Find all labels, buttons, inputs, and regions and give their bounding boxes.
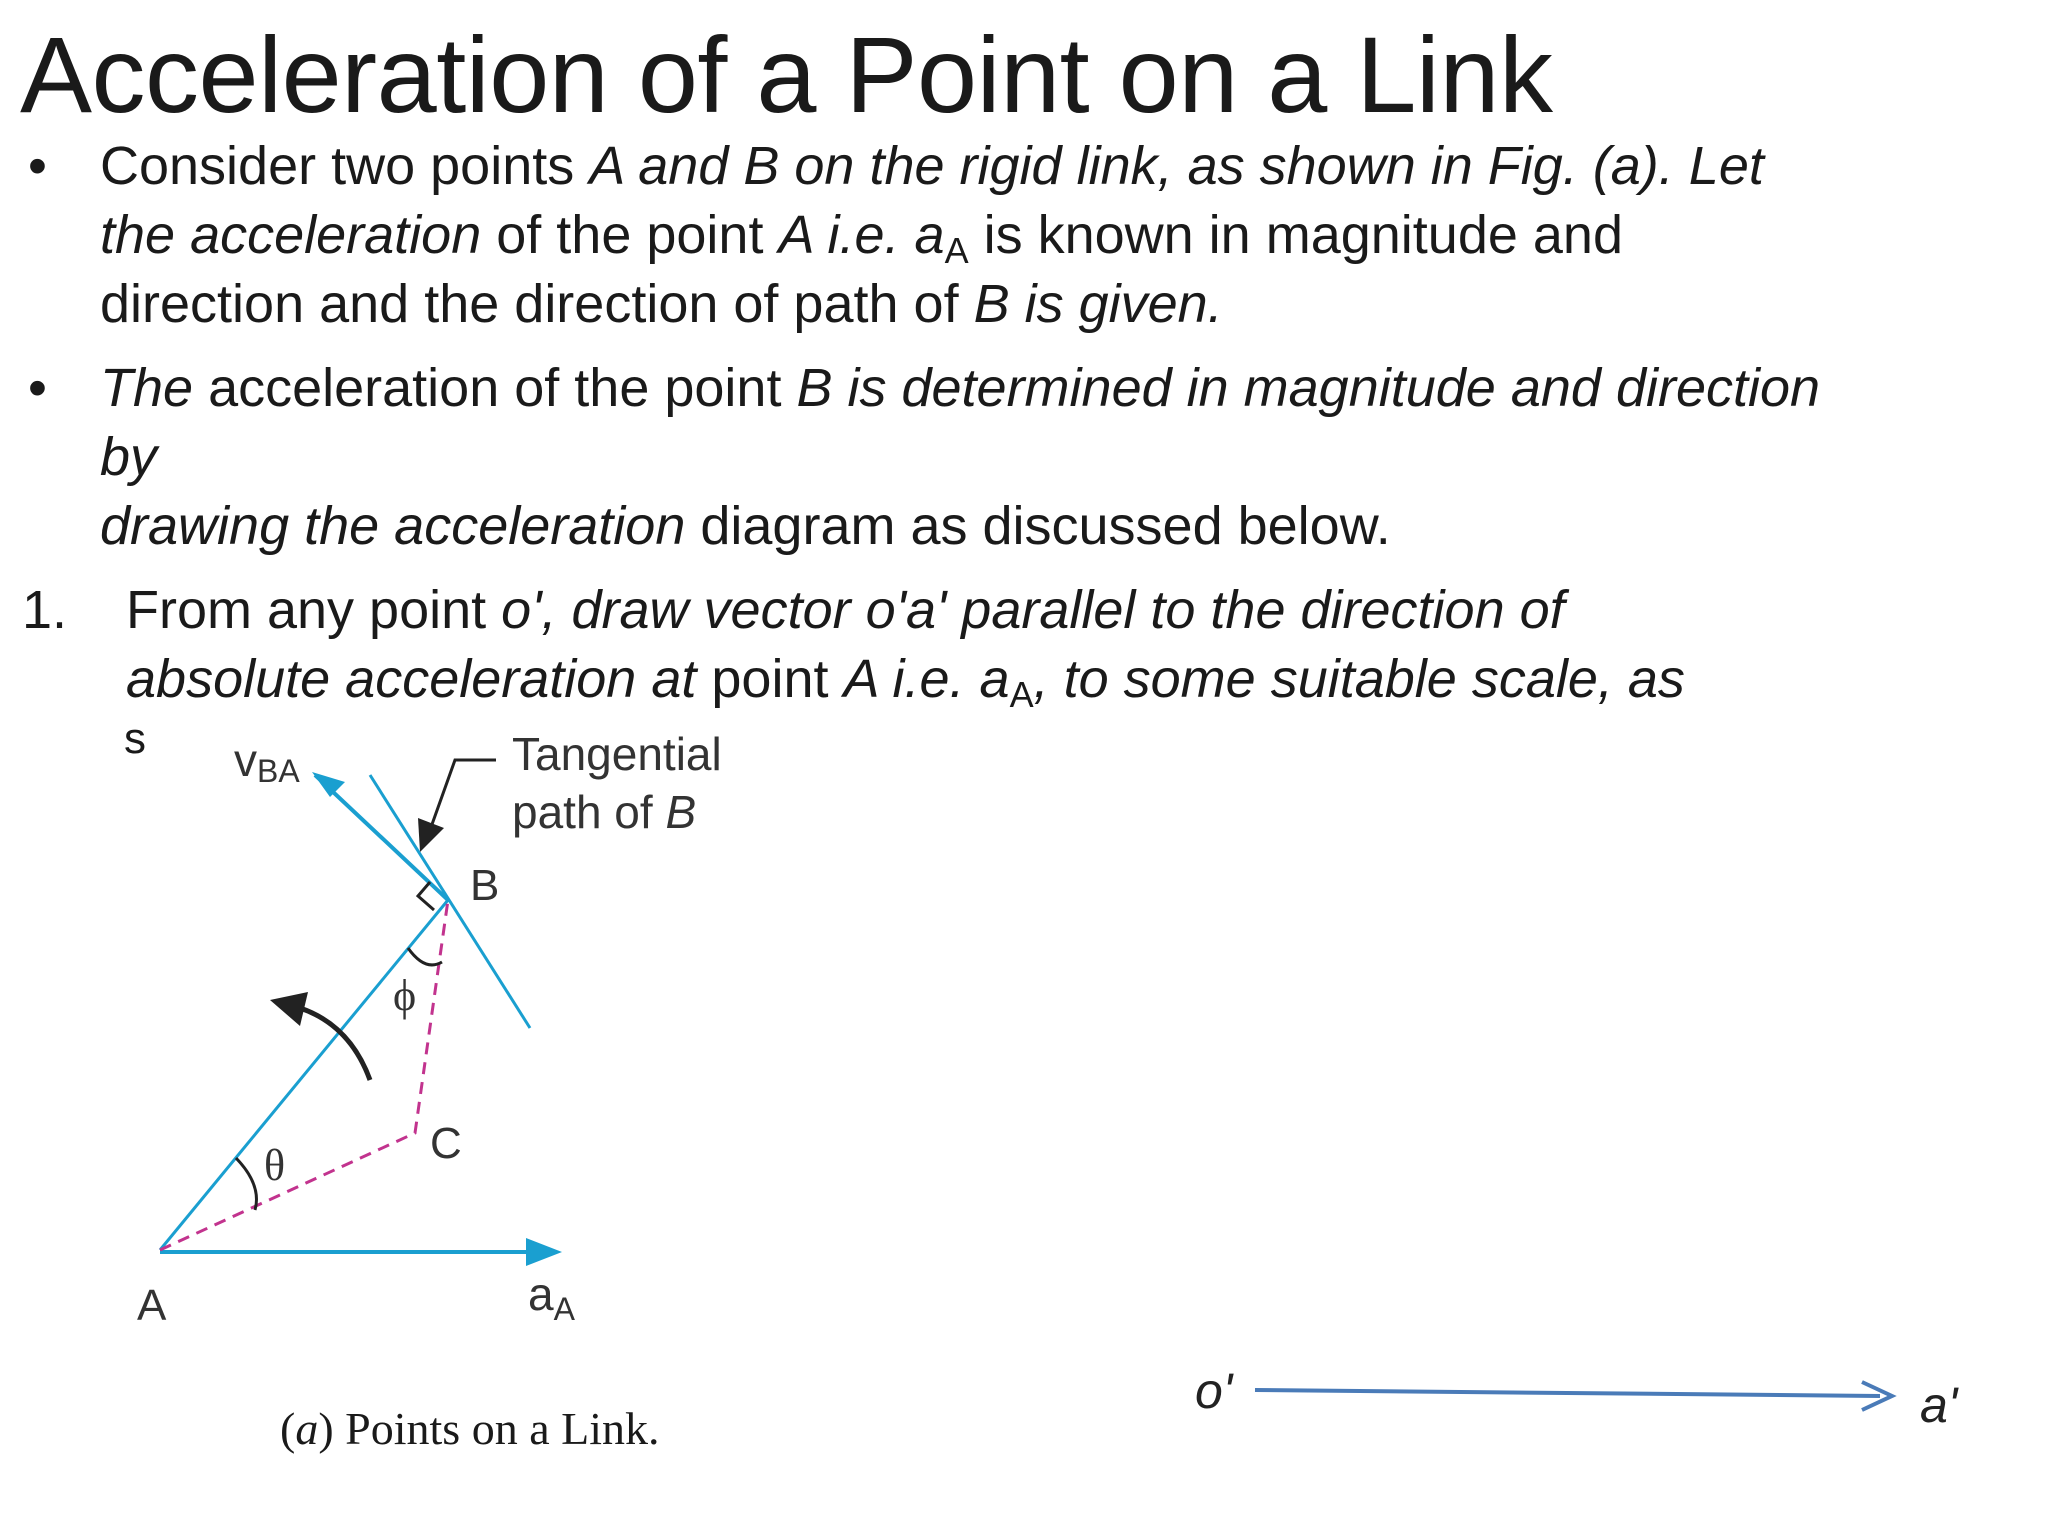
text-run: A and B on the rigid link, as shown in Fig. (a). Let [589, 136, 1764, 196]
text-run: B is given. [973, 274, 1223, 334]
o-prime-label: o' [1195, 1363, 1233, 1419]
text-run: The [100, 358, 194, 418]
slide-title: Acceleration of a Point on a Link [20, 14, 1553, 135]
figure-caption [280, 1402, 660, 1455]
vector-oa-line [1255, 1390, 1880, 1396]
bullet-marker: • [28, 358, 47, 418]
phi-label: ϕ [393, 971, 417, 1020]
text-run: the acceleration [100, 205, 482, 265]
theta-arc [236, 1158, 256, 1210]
text-run: diagram as discussed below. [685, 496, 1391, 556]
text-run: From any point [126, 580, 502, 640]
subscript: A [1009, 674, 1034, 715]
number-marker: 1. [22, 580, 68, 640]
point-a-label: A [137, 1281, 167, 1330]
text-run: point [696, 649, 844, 709]
text-run: , to some suitable scale, as [1033, 649, 1685, 709]
text-run: acceleration of the point [193, 358, 797, 418]
text-run: absolute acceleration at [126, 649, 697, 709]
text-run: drawing the acceleration [100, 496, 686, 556]
tangential-pointer [430, 760, 496, 830]
text-run: Consider two points [100, 136, 590, 196]
text-run: is known in magnitude and [968, 205, 1623, 265]
phi-arc [408, 948, 442, 965]
tangential-pointer-head [418, 818, 444, 852]
text-run: B is determined in magnitude and direction [796, 358, 1821, 418]
subscript: A [944, 230, 969, 271]
aa-arrowhead [526, 1238, 562, 1266]
caption-part: ) Points on a Link. [318, 1403, 660, 1454]
rotation-arrowhead [270, 992, 308, 1026]
text-run: A i.e. a [778, 205, 945, 265]
link-ab [160, 900, 448, 1250]
vba-label: vBA [234, 734, 300, 789]
text-run: of the point [481, 205, 779, 265]
text-run: by [100, 427, 158, 487]
text-run: o', draw vector o'a' parallel to the direction of [501, 580, 1565, 640]
text-run: direction and the direction of path of [100, 274, 974, 334]
tangential-label-2: path of B [512, 786, 697, 838]
text-run: A i.e. a [843, 649, 1010, 709]
tangential-label-1: Tangential [512, 728, 722, 780]
a-prime-label: a' [1920, 1377, 1958, 1433]
point-c-label: C [430, 1119, 462, 1168]
bullet-marker: • [28, 136, 47, 196]
clipped-text: s [124, 714, 146, 763]
aa-label: $a_A$ [528, 1268, 575, 1327]
vba-arrowhead [312, 772, 345, 797]
caption-part: ( [280, 1403, 296, 1454]
caption-part: a [295, 1403, 319, 1454]
point-b-label: B [470, 861, 500, 910]
theta-label: θ [264, 1141, 286, 1190]
